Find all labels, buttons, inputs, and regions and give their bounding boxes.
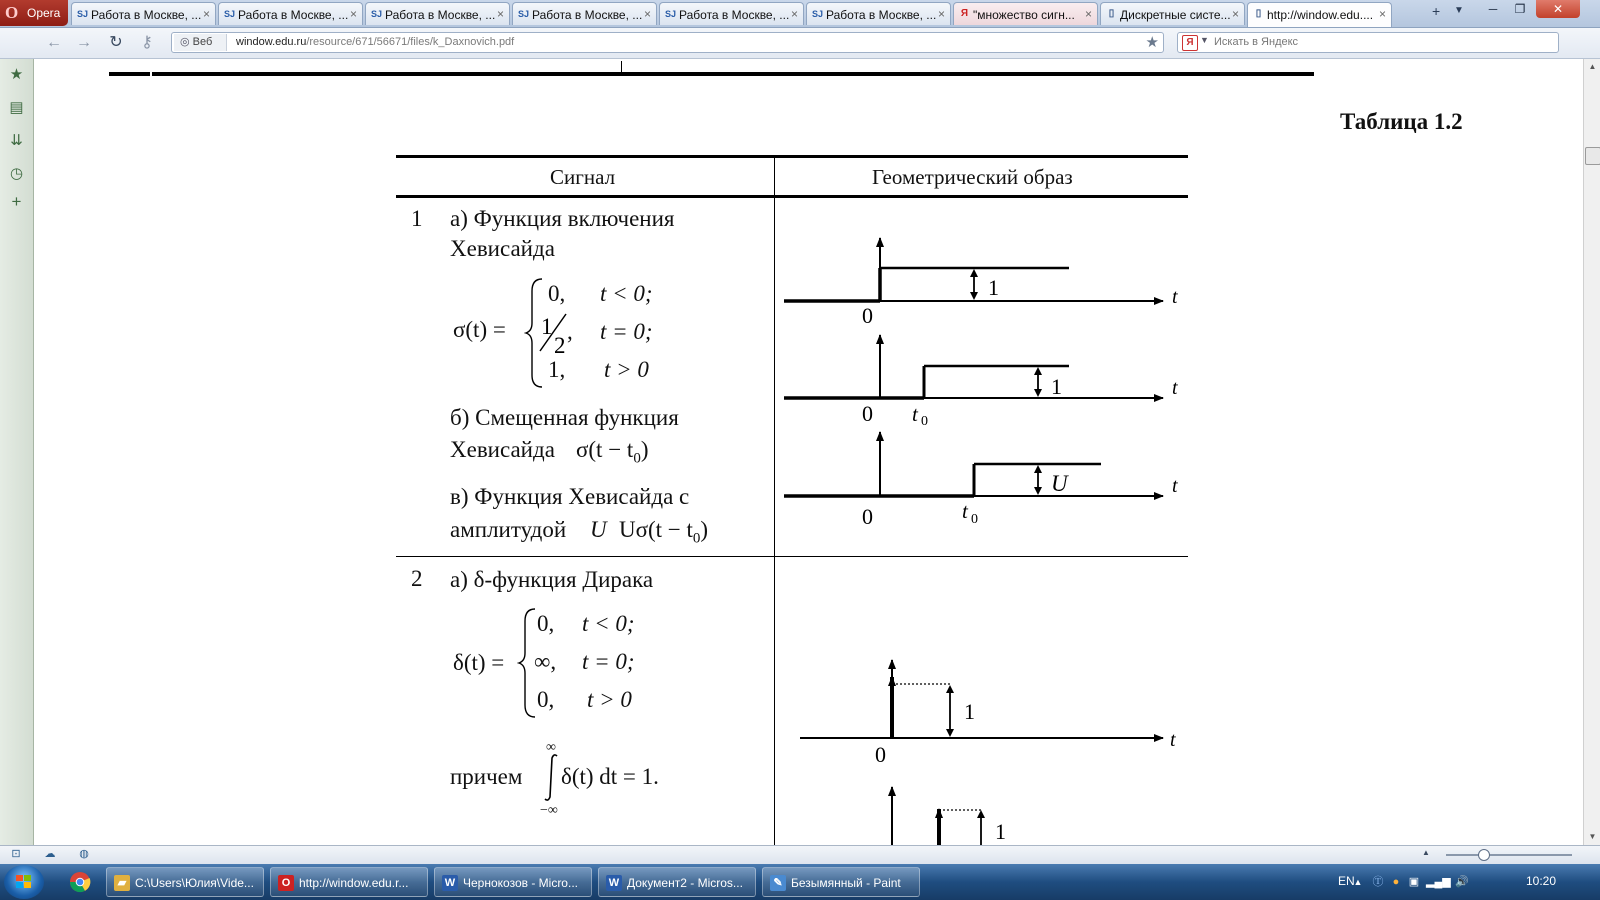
- bookmarks-star-icon[interactable]: ★: [9, 66, 24, 83]
- minimize-button[interactable]: ─: [1488, 2, 1498, 16]
- page-rule-tick: [621, 61, 622, 73]
- close-tab-icon[interactable]: ×: [1378, 7, 1386, 21]
- row-number: 1: [411, 206, 423, 231]
- browser-tab[interactable]: [1247, 2, 1392, 27]
- amplitude-formula: $U\sigma(t - t_0)$: [619, 517, 709, 547]
- sigma-case1-condition: t < 0;: [600, 281, 653, 306]
- time-label: t: [1172, 377, 1178, 399]
- search-engine-chevron-icon[interactable]: ▼: [1200, 35, 1209, 45]
- navigation-bar: [0, 28, 1600, 59]
- new-tab-icon[interactable]: +: [1432, 3, 1441, 19]
- heaviside-title-line2: Хевисайда: [450, 236, 555, 261]
- globe-icon: ◎: [180, 36, 190, 48]
- browser-tab-title: Работа в Москве, ...: [238, 8, 349, 22]
- tab-list-chevron-icon[interactable]: ▼: [1454, 5, 1464, 16]
- taskbar-window-label: http://window.edu.r...: [299, 876, 409, 890]
- pdf-document-view: [34, 59, 1583, 845]
- sigma-case2-condition: t = 0;: [600, 319, 653, 344]
- sj-icon: SJ: [76, 9, 88, 19]
- browser-tab-title: Работа в Москве, ...: [532, 8, 643, 22]
- delta-case3-condition: t > 0: [587, 687, 632, 712]
- bluetooth-icon[interactable]: Ⓣ: [1372, 876, 1384, 888]
- web-badge[interactable]: [174, 34, 227, 51]
- folder-icon: ▰: [114, 875, 130, 891]
- taskbar-window-button[interactable]: [434, 867, 592, 897]
- taskbar-window-label: Безымянный - Paint: [791, 876, 901, 890]
- table-header-rule: [396, 195, 1188, 198]
- close-tab-icon[interactable]: ×: [349, 7, 357, 21]
- shifted-heaviside-line1: б) Смещенная функция: [450, 405, 679, 430]
- shifted-dirac-delta-graph: [800, 787, 1176, 845]
- integral-sign-icon: [542, 753, 562, 803]
- taskbar-window-button[interactable]: [106, 867, 264, 897]
- browser-tab[interactable]: [71, 2, 216, 25]
- back-arrow-icon[interactable]: ←: [46, 34, 62, 51]
- delta-case3-value: 0,: [537, 687, 555, 712]
- history-clock-icon[interactable]: ◷: [9, 165, 24, 182]
- browser-tab-title: http://window.edu....: [1267, 8, 1374, 22]
- sj-icon: SJ: [223, 9, 235, 19]
- opera-logo-icon: O: [5, 3, 19, 22]
- search-field[interactable]: [1177, 32, 1559, 53]
- close-tab-icon[interactable]: ×: [1084, 7, 1092, 21]
- origin-label: 0: [875, 742, 886, 767]
- book-icon: ▯: [1255, 8, 1262, 19]
- sigma-lhs: σ(t) =: [453, 317, 506, 342]
- opera-menu-button[interactable]: [0, 0, 68, 26]
- zoom-out-triangle-icon[interactable]: ▲: [1422, 848, 1430, 857]
- dirac-title: а) δ-функция Дирака: [450, 567, 654, 592]
- maximize-button[interactable]: ❐: [1514, 2, 1526, 16]
- integral-upper-limit: ∞: [546, 740, 556, 755]
- t0-subscript: 0: [971, 512, 978, 527]
- browser-tab[interactable]: [512, 2, 657, 25]
- dirac-delta-graph: [800, 660, 1176, 767]
- forward-arrow-icon[interactable]: →: [76, 34, 92, 51]
- amplitude-heaviside-line2: амплитудой: [450, 517, 567, 542]
- unit-label: 1: [988, 275, 999, 300]
- chrome-icon[interactable]: [68, 870, 92, 894]
- close-tab-icon[interactable]: ×: [937, 7, 945, 21]
- row-number: 2: [411, 566, 423, 591]
- table-caption: Таблица 1.2: [1340, 109, 1463, 134]
- t0-subscript: 0: [921, 414, 928, 429]
- amplitude-label: U: [1051, 471, 1068, 496]
- book-icon: ▯: [1108, 8, 1115, 19]
- paint-icon: ✎: [770, 875, 786, 891]
- browser-tab-title: Работа в Москве, ...: [826, 8, 937, 22]
- add-panel-icon[interactable]: +: [11, 192, 22, 211]
- side-panel: [0, 59, 34, 845]
- heaviside-graph: [784, 238, 1178, 328]
- yandex-icon[interactable]: Я: [1182, 35, 1198, 51]
- time-label: t: [1170, 729, 1176, 751]
- close-window-button[interactable]: ✕: [1536, 0, 1580, 18]
- time-label: t: [1172, 286, 1178, 308]
- delta-case2-value: ∞,: [534, 649, 557, 674]
- delta-lhs: δ(t) =: [453, 650, 505, 675]
- column-header-geometry: Геометрический образ: [872, 165, 1073, 189]
- taskbar-window-label: Документ2 - Micros...: [627, 876, 743, 890]
- vertical-scrollbar[interactable]: [1583, 59, 1600, 845]
- amplitude-symbol: U: [590, 517, 607, 542]
- scroll-up-arrow-icon[interactable]: ▲: [1588, 62, 1597, 71]
- url-text[interactable]: [236, 36, 514, 48]
- sigma-case2-comma: ,: [567, 319, 573, 344]
- panel-toggle-icon[interactable]: ⊡: [11, 848, 21, 860]
- integral-lower-limit: −∞: [540, 803, 558, 818]
- browser-tab-title: Дискретные систе...: [1120, 8, 1231, 22]
- close-tab-icon[interactable]: ×: [496, 7, 504, 21]
- geometry-graphs: [774, 219, 1194, 845]
- status-bar: [0, 845, 1600, 864]
- zoom-knob[interactable]: [1478, 849, 1490, 861]
- scroll-down-arrow-icon[interactable]: ▼: [1588, 832, 1597, 841]
- windows-flag-icon: [16, 875, 32, 889]
- taskbar-window-label: Чернокозов - Micro...: [463, 876, 578, 890]
- close-tab-icon[interactable]: ×: [643, 7, 651, 21]
- browser-tab[interactable]: [659, 2, 804, 25]
- shifted-formula-body: σ(t − t: [576, 437, 634, 462]
- browser-tab-title: Работа в Москве, ...: [385, 8, 496, 22]
- bookmark-star-icon[interactable]: ★: [1145, 34, 1159, 51]
- svg-text:1: 1: [541, 314, 553, 339]
- start-button[interactable]: [4, 865, 44, 899]
- sigma-case3-value: 1,: [548, 357, 566, 382]
- turbo-icon[interactable]: ◍: [79, 848, 89, 860]
- url-path: /resource/671/56671/files/k_Daxnovich.pdf: [306, 36, 515, 48]
- t0-label: t: [962, 499, 968, 523]
- browser-tab[interactable]: [953, 2, 1098, 25]
- page-top-rule: [109, 72, 1314, 76]
- close-tab-icon[interactable]: ×: [1231, 7, 1239, 21]
- unit-label: 1: [995, 819, 1006, 844]
- key-icon[interactable]: ⚷: [141, 34, 153, 51]
- unit-label: 1: [964, 699, 975, 724]
- close-tab-icon[interactable]: ×: [790, 7, 798, 21]
- sj-icon: SJ: [370, 9, 382, 19]
- update-icon[interactable]: ●: [1392, 876, 1400, 888]
- delta-case1-value: 0,: [537, 611, 555, 636]
- browser-tab[interactable]: [806, 2, 951, 25]
- sj-icon: SJ: [811, 9, 823, 19]
- window-controls: [1480, 0, 1600, 20]
- device-icon[interactable]: ▣: [1408, 876, 1420, 888]
- close-tab-icon[interactable]: ×: [202, 7, 210, 21]
- web-badge-label: Веб: [192, 36, 213, 48]
- show-hidden-icons-icon[interactable]: ▲: [1353, 877, 1363, 887]
- browser-tab-title: "множество сигн...: [973, 8, 1075, 22]
- reload-icon[interactable]: ↻: [109, 34, 123, 51]
- shifted-heaviside-line2: Хевисайда: [450, 437, 555, 462]
- origin-label: 0: [862, 504, 873, 529]
- unit-label: 1: [1051, 374, 1062, 399]
- url-host: window.edu.ru: [236, 36, 307, 48]
- integral-prefix: причем: [450, 764, 523, 789]
- notes-icon[interactable]: ▤: [9, 99, 24, 116]
- tab-bar: [0, 0, 1600, 28]
- amplitude-formula-body: Uσ(t − t: [619, 517, 693, 542]
- zoom-track[interactable]: [1446, 854, 1572, 856]
- language-indicator[interactable]: EN: [1338, 874, 1355, 888]
- opera-unite-cloud-icon[interactable]: ☁: [44, 848, 56, 860]
- downloads-icon[interactable]: ⇊: [10, 132, 23, 149]
- amplitude-heaviside-line1: в) Функция Хевисайда с: [450, 484, 690, 509]
- word-icon: W: [606, 875, 622, 891]
- amplitude-formula-subscript: 0: [692, 530, 701, 547]
- page-rule-gap: [150, 72, 152, 76]
- heaviside-title-line1: а) Функция включения: [450, 206, 675, 231]
- search-placeholder: Искать в Яндекс: [1214, 36, 1299, 48]
- clock[interactable]: 10:20: [1526, 874, 1557, 888]
- amplitude-heaviside-graph: [784, 432, 1178, 529]
- t0-label: t: [912, 402, 918, 426]
- sigma-case1-value: 0,: [548, 281, 566, 306]
- browser-tab[interactable]: [1100, 2, 1245, 25]
- column-header-signal: Сигнал: [550, 165, 616, 189]
- opera-menu-label: Opera: [27, 6, 61, 20]
- volume-icon[interactable]: 🔊: [1455, 876, 1469, 888]
- yandex-icon: Я: [960, 8, 969, 19]
- browser-tab-title: Работа в Москве, ...: [91, 8, 202, 22]
- windows-taskbar: [0, 864, 1600, 900]
- time-label: t: [1172, 475, 1178, 497]
- sigma-case3-condition: t > 0: [604, 357, 649, 382]
- scroll-thumb[interactable]: [1585, 147, 1600, 165]
- sj-icon: SJ: [664, 9, 676, 19]
- taskbar-window-button[interactable]: [270, 867, 428, 897]
- word-icon: W: [442, 875, 458, 891]
- table-top-rule: [396, 155, 1188, 158]
- network-signal-icon[interactable]: ▂▄▆: [1426, 876, 1451, 888]
- shifted-heaviside-graph: [784, 335, 1178, 429]
- taskbar-window-button[interactable]: [762, 867, 920, 897]
- taskbar-window-label: C:\Users\Юлия\Vide...: [135, 876, 254, 890]
- zoom-slider[interactable]: [1420, 848, 1580, 862]
- taskbar-window-button[interactable]: [598, 867, 756, 897]
- system-tray: [1330, 864, 1600, 900]
- address-field[interactable]: [171, 32, 1164, 53]
- opera-icon: O: [278, 875, 294, 891]
- browser-tab[interactable]: [218, 2, 363, 25]
- browser-tab-title: Работа в Москве, ...: [679, 8, 790, 22]
- origin-label: 0: [862, 303, 873, 328]
- shifted-formula-subscript: 0: [633, 450, 641, 467]
- sj-icon: SJ: [517, 9, 529, 19]
- integral-expression: δ(t) dt = 1.: [561, 764, 659, 789]
- shifted-heaviside-formula: $\sigma(t - t_0)$: [576, 437, 649, 467]
- browser-tab[interactable]: [365, 2, 510, 25]
- origin-label: 0: [862, 401, 873, 426]
- svg-text:2: 2: [554, 333, 566, 355]
- delta-case1-condition: t < 0;: [582, 611, 635, 636]
- delta-case2-condition: t = 0;: [582, 649, 635, 674]
